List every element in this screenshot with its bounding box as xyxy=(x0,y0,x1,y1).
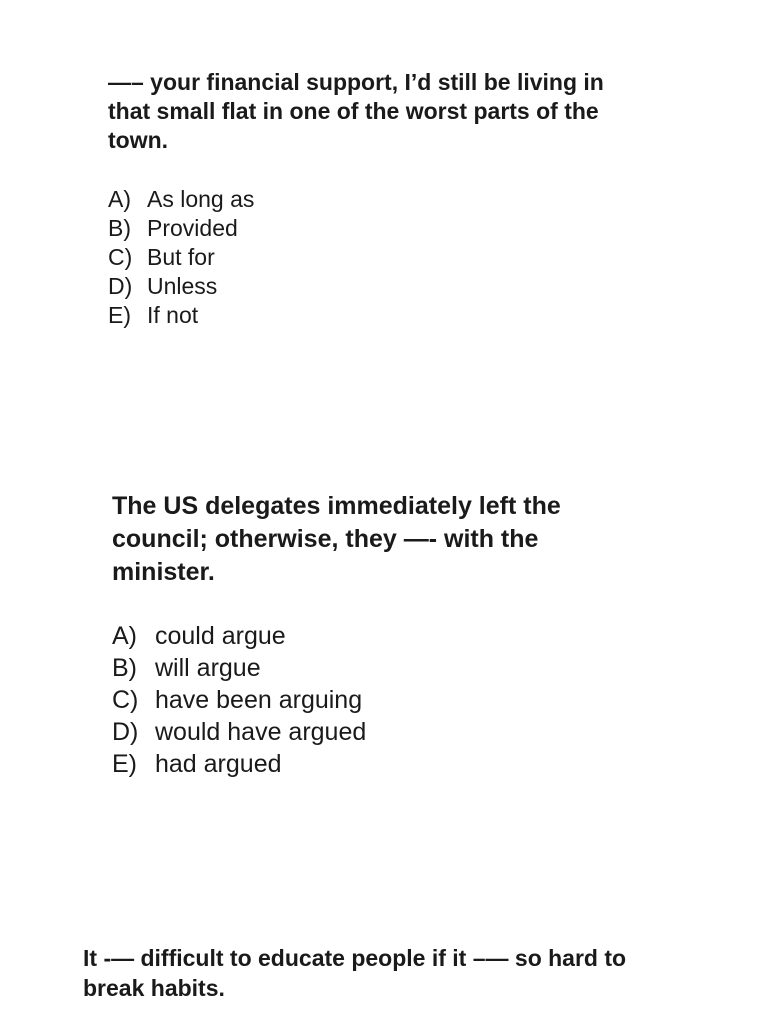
option-text: had argued xyxy=(155,750,282,778)
option-b[interactable] xyxy=(112,652,632,684)
option-text: could argue xyxy=(155,622,286,650)
option-letter: B) xyxy=(112,654,137,682)
option-text: If not xyxy=(147,302,199,328)
option-letter: A) xyxy=(112,622,137,650)
question-1-stem: —– your financial support, I’d still be living in that small flat in one of the worst parts of the town. xyxy=(108,69,604,153)
question-3-stem: It -— difficult to educate people if it –— so hard to break habits. xyxy=(83,945,627,1001)
option-letter: E) xyxy=(108,302,131,328)
option-text: Unless xyxy=(147,273,218,299)
option-e[interactable] xyxy=(112,748,632,780)
option-d[interactable] xyxy=(112,716,632,748)
question-1-options xyxy=(108,185,628,330)
option-c[interactable] xyxy=(108,243,628,272)
question-1 xyxy=(108,68,628,330)
option-a[interactable] xyxy=(112,620,632,652)
option-letter: A) xyxy=(108,186,131,212)
question-2-stem: The US delegates immediately left the council; otherwise, they —- with the minister. xyxy=(112,492,561,586)
option-text: As long as xyxy=(147,186,255,212)
option-letter: D) xyxy=(108,273,133,299)
option-letter: E) xyxy=(112,750,137,778)
option-text: But for xyxy=(147,244,215,270)
option-e[interactable] xyxy=(108,301,628,330)
option-c[interactable] xyxy=(112,684,632,716)
option-text: would have argued xyxy=(155,718,367,746)
option-text: will argue xyxy=(155,654,261,682)
option-text: have been arguing xyxy=(155,686,363,714)
option-letter: C) xyxy=(112,686,139,714)
question-3 xyxy=(83,943,643,1003)
option-b[interactable] xyxy=(108,214,628,243)
question-2-options xyxy=(112,620,632,780)
option-a[interactable] xyxy=(108,185,628,214)
option-d[interactable] xyxy=(108,272,628,301)
option-text: Provided xyxy=(147,215,238,241)
option-letter: D) xyxy=(112,718,139,746)
question-2 xyxy=(112,490,632,780)
option-letter: C) xyxy=(108,244,133,270)
option-letter: B) xyxy=(108,215,131,241)
